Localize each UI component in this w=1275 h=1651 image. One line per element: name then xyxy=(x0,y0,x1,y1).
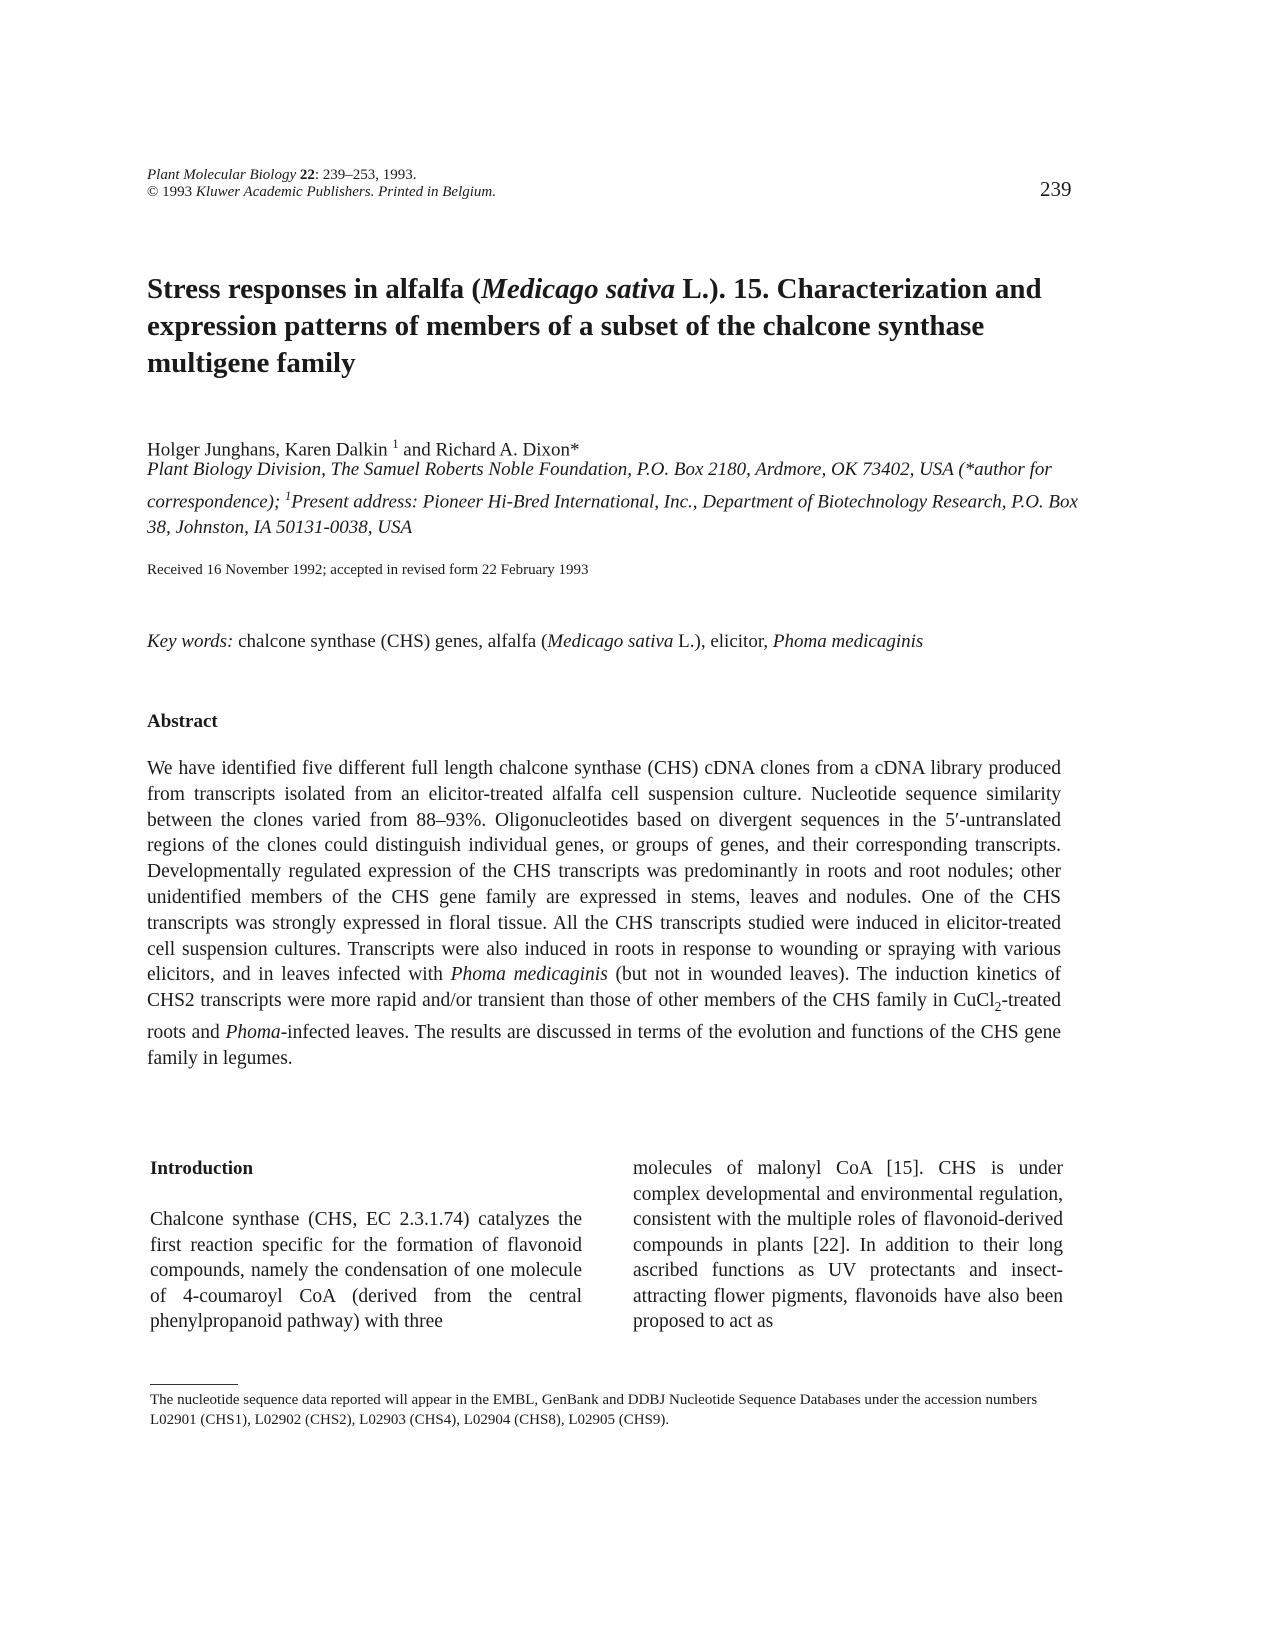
copyright-line xyxy=(147,184,1107,201)
affiliation-primary: Plant Biology Division, The Samuel Roberts Noble Foundation, P.O. Box 2180, Ardmore, OK 73402, USA (*author for correspondence); xyxy=(147,459,1052,513)
abstract-text-4: -infected leaves. The results are discussed in terms of the evolution and functions of the CHS gene family in legumes. xyxy=(147,1021,1061,1069)
page-number: 239 xyxy=(1040,177,1072,201)
affiliation xyxy=(147,457,1097,541)
abstract-text-3: -treated roots and xyxy=(147,990,1061,1043)
keywords xyxy=(147,631,1107,653)
keywords-species: Medicago sativa xyxy=(547,631,674,652)
journal-citation xyxy=(147,167,1107,184)
publisher: Kluwer Academic Publishers. Printed in Belgium. xyxy=(195,184,497,200)
author-list-2: and Richard A. Dixon* xyxy=(398,439,580,461)
keywords-text-1: chalcone synthase (CHS) genes, alfalfa ( xyxy=(233,631,548,652)
title-part-1: Stress responses in alfalfa ( xyxy=(147,273,482,305)
affiliation-present-address: Present address: Pioneer Hi-Bred International, Inc., Department of Biotechnology Research, P.O. Box 38, Johnston, IA 50131-0038, USA xyxy=(147,491,1078,539)
journal-pages-year: : 239–253, 1993. xyxy=(314,167,417,183)
abstract-subscript: 2 xyxy=(994,999,1002,1015)
author-list-1: Holger Junghans, Karen Dalkin xyxy=(147,439,388,461)
keywords-pathogen: Phoma medicaginis xyxy=(772,631,924,652)
paper-title xyxy=(147,271,1087,382)
journal-header xyxy=(147,167,1107,201)
abstract-body xyxy=(147,756,1061,1071)
introduction-right-column: molecules of malonyl CoA [15]. CHS is under complex developmental and environmental regulation, consistent with the multiple roles of flavonoid-derived compounds in plants [22]. In addition to their long ascribed functions as UV protectants and insect-attracting flower pigments, flavonoids have also been proposed to act as xyxy=(633,1158,1063,1332)
introduction-heading: Introduction xyxy=(150,1158,254,1179)
abstract-heading: Abstract xyxy=(147,711,218,732)
journal-volume: 22 xyxy=(299,167,315,183)
abstract-pathogen: Phoma medicaginis xyxy=(450,964,608,986)
abstract-phoma: Phoma xyxy=(225,1021,281,1043)
keywords-text-2: L.), elicitor, xyxy=(673,631,773,652)
title-part-2: L.). 15. Characterization and expression patterns of members of a subset of the chalcone synthase multigene family xyxy=(147,273,1042,379)
copyright-year: © 1993 xyxy=(147,184,196,200)
keywords-label: Key words: xyxy=(147,631,234,652)
journal-name: Plant Molecular Biology xyxy=(147,167,297,183)
affiliation-footnote-mark: 1 xyxy=(285,489,292,503)
introduction-left-column: Chalcone synthase (CHS, EC 2.3.1.74) catalyzes the first reaction specific for the formation of flavonoid compounds, namely the condensation of one molecule of 4-coumaroyl CoA (derived from the central phenylpropanoid pathway) with three xyxy=(150,1209,582,1332)
abstract-text-1: We have identified five different full length chalcone synthase (CHS) cDNA clones from a cDNA library produced from transcripts isolated from an elicitor-treated alfalfa cell suspension culture. Nucleotide sequence similarity between the clones varied from 88–93%. Oligonucleotides based on divergent sequences in the 5′-untranslated regions of the clones could distinguish individual genes, or groups of genes, and their corresponding transcripts. Developmentally regulated expression of the CHS transcripts was predominantly in roots and root nodules; other unidentified members of the CHS gene family are expressed in stems, leaves and nodules. One of the CHS transcripts was strongly expressed in floral tissue. All the CHS transcripts studied were induced in elicitor-treated cell suspension cultures. Transcripts were also induced in roots in response to wounding or spraying with various elicitors, and in leaves infected with xyxy=(147,758,1061,986)
author-footnote-mark: 1 xyxy=(392,437,399,451)
received-dates: Received 16 November 1992; accepted in revised form 22 February 1993 xyxy=(147,562,589,578)
abstract-text-2: (but not in wounded leaves). The induction kinetics of CHS2 transcripts were more rapid and/or transient than those of other members of the CHS family in CuCl xyxy=(147,964,1061,1012)
footnote: The nucleotide sequence data reported will appear in the EMBL, GenBank and DDBJ Nucleotide Sequence Databases under the accession numbers L02901 (CHS1), L02902 (CHS2), L02903 (CHS4), L02904 (CHS8), L02905 (CHS9). xyxy=(150,1392,1038,1428)
footnote-rule xyxy=(150,1384,238,1385)
title-species: Medicago sativa xyxy=(481,273,676,305)
